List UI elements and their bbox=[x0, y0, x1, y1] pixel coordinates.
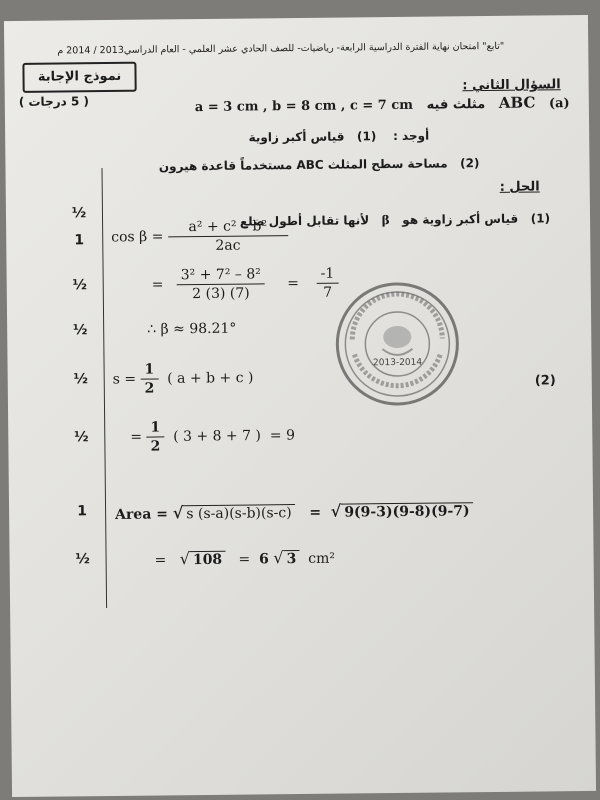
task1-text: قياس أكبر زاوية bbox=[248, 129, 345, 145]
stamp-year: 2013-2014 bbox=[372, 357, 423, 369]
cos-fraction bbox=[168, 218, 288, 254]
score-5: ½ bbox=[73, 371, 89, 388]
triangle-name: ABC bbox=[498, 93, 536, 112]
half-fraction-2 bbox=[146, 419, 164, 454]
score-3: ½ bbox=[72, 277, 88, 294]
task2-num: (2) bbox=[460, 156, 480, 171]
ministry-stamp bbox=[332, 278, 463, 409]
s-result: = 9 bbox=[269, 427, 296, 444]
final-radicand-2: 3 bbox=[283, 550, 299, 567]
exam-answer-page bbox=[4, 15, 596, 797]
score-8: ½ bbox=[75, 551, 90, 568]
given-line bbox=[195, 93, 570, 115]
score-4: ½ bbox=[72, 322, 88, 339]
score-1: ½ bbox=[71, 205, 87, 222]
beta-result: ∴ β ≈ 98.21° bbox=[147, 320, 237, 338]
question-title: السؤال الثاني : bbox=[462, 77, 561, 94]
area-result bbox=[154, 548, 335, 569]
area-radicand-2: 9(9-3)(9-8)(9-7) bbox=[341, 502, 473, 520]
substitution bbox=[152, 266, 339, 303]
sqrt-sign-1: √ bbox=[172, 503, 184, 523]
marks-total: ( 5 درجات ) bbox=[18, 94, 90, 109]
s-substitution bbox=[130, 418, 295, 455]
sqrt-sign-3: √ bbox=[179, 549, 190, 569]
task2-text: مساحة سطح المثلث ABC مستخدماً قاعدة هيرون bbox=[158, 156, 448, 174]
cos-numerator: a² + c² – b² bbox=[168, 218, 288, 237]
part-a-label: (a) bbox=[548, 96, 570, 112]
half-fraction bbox=[140, 361, 158, 396]
sub-numerator: 3² + 7² – 8² bbox=[177, 266, 265, 285]
find-label: أوجد : bbox=[392, 128, 430, 144]
half-denominator-2: 2 bbox=[150, 438, 161, 455]
eq-sign-2: = bbox=[287, 275, 299, 292]
cos-lhs: cos β = bbox=[111, 228, 164, 246]
half-denominator: 2 bbox=[144, 380, 155, 397]
triangle-text: مثلث فيه bbox=[426, 97, 486, 113]
task1-num: (1) bbox=[356, 129, 377, 144]
task2 bbox=[159, 156, 480, 173]
margin-divider bbox=[101, 168, 107, 608]
step1-text: قياس أكبر زاوية هو bbox=[402, 211, 519, 227]
sqrt-sign-4: √ bbox=[273, 548, 284, 568]
sqrt-sign-2: √ bbox=[330, 501, 342, 521]
cos-denominator: 2ac bbox=[215, 237, 241, 254]
eq-sign-5: = bbox=[154, 552, 167, 569]
final-coef: 6 bbox=[259, 551, 269, 568]
step2-num: (2) bbox=[534, 373, 556, 389]
final-radicand-1: 108 bbox=[190, 551, 225, 568]
result-numerator: -1 bbox=[317, 266, 339, 284]
cos-formula bbox=[111, 218, 288, 255]
given-values: a = 3 cm , b = 8 cm , c = 7 cm bbox=[194, 97, 414, 116]
final-unit: cm² bbox=[308, 550, 336, 567]
area-formula bbox=[115, 500, 473, 523]
s-expression-2: ( 3 + 8 + 7 ) bbox=[173, 427, 262, 445]
eq-sign-4: = bbox=[309, 504, 322, 521]
beta-symbol: β bbox=[381, 213, 390, 228]
area-lhs: Area = bbox=[115, 506, 169, 523]
s-formula bbox=[113, 360, 254, 396]
sub-denominator: 2 (3) (7) bbox=[192, 285, 250, 303]
solution-title: الحل : bbox=[499, 179, 540, 195]
answer-model-box: نموذج الإجابة bbox=[22, 62, 136, 93]
s-expression: ( a + b + c ) bbox=[167, 369, 254, 387]
step1-num: (1) bbox=[530, 211, 551, 226]
stamp-graphic bbox=[332, 278, 463, 409]
score-7: 1 bbox=[77, 503, 88, 520]
task1 bbox=[248, 129, 429, 145]
sub-fraction bbox=[177, 266, 265, 302]
step1-reason: لأنها تقابل أطول ضلع bbox=[239, 213, 370, 229]
score-2: 1 bbox=[74, 232, 85, 249]
score-6: ½ bbox=[73, 429, 89, 446]
eq-sign-1: = bbox=[151, 276, 164, 294]
s-lhs: s = bbox=[112, 371, 137, 388]
eq-sign-3: = bbox=[130, 429, 143, 446]
eq-sign-6: = bbox=[238, 551, 251, 568]
half-numerator: 1 bbox=[140, 361, 158, 379]
area-radicand-1: s (s-a)(s-b)(s-c) bbox=[183, 504, 294, 522]
result-denominator: 7 bbox=[323, 284, 333, 301]
exam-header: "تابع" امتحان نهاية الفترة الدراسية الرابعة- رياضيات- للصف الحادي عشر العلمي - العام الدراسي2013 / 2014 م bbox=[57, 40, 505, 57]
half-numerator-2: 1 bbox=[146, 419, 164, 437]
